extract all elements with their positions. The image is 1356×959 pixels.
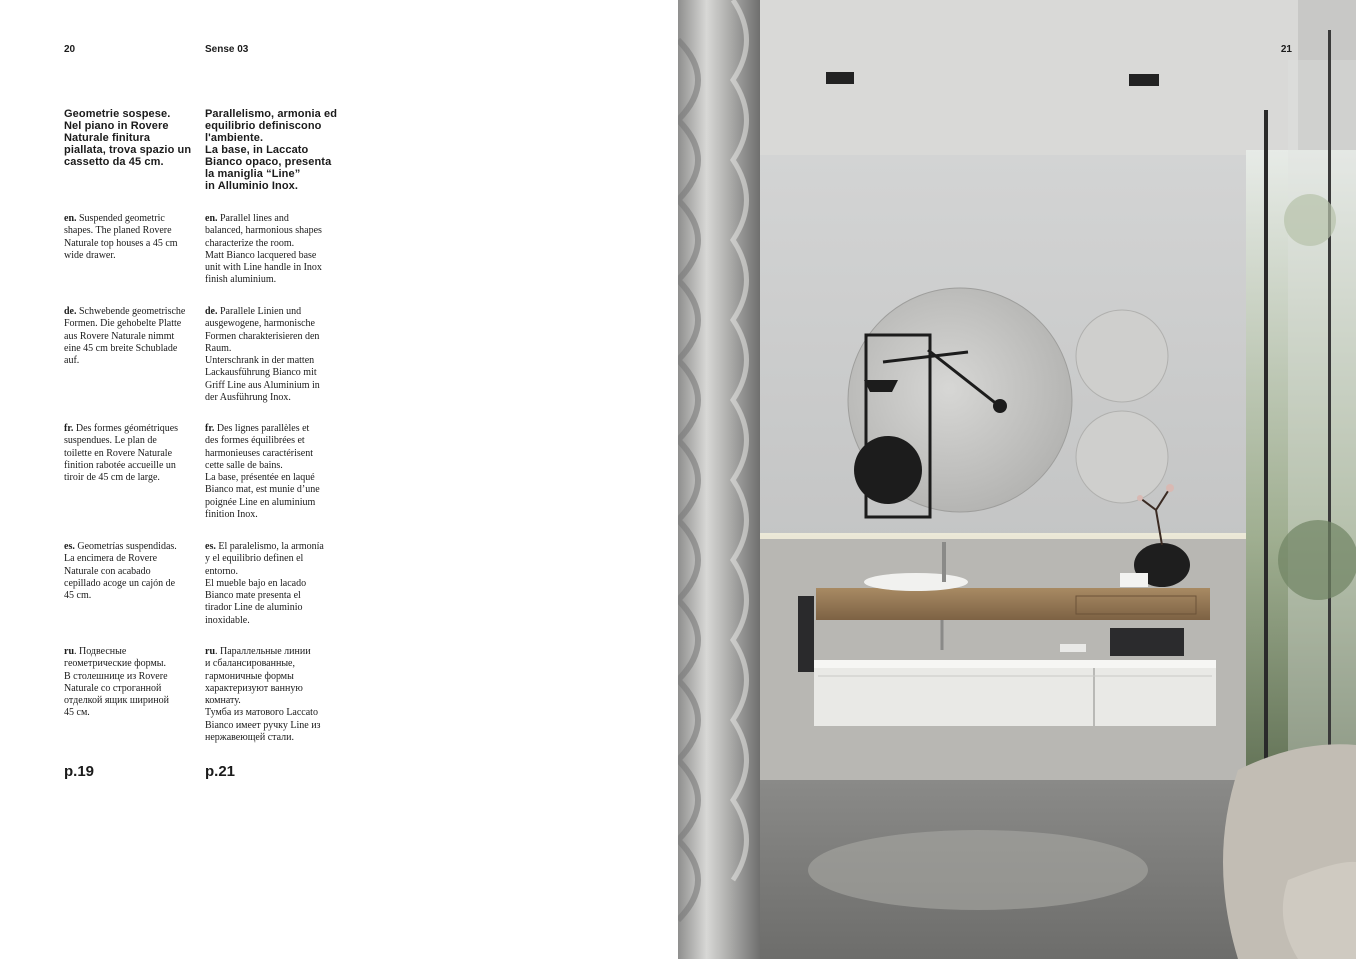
lang-code: ru: [205, 646, 215, 657]
page-number-left: 20: [64, 44, 76, 55]
translation-text: Des lignes parallèles et des formes équilibrées et harmonieuses caractérisent cette salle de bains. La base, présentée en laqué Bianco mat, est munie d’une poignée Line en aluminium finition Inox.: [205, 423, 320, 521]
translation-de-a: [64, 306, 196, 367]
lang-code: es.: [64, 541, 75, 552]
translation-text: Suspended geometric shapes. The planed Rovere Naturale top houses a 45 cm wide drawer.: [64, 213, 178, 261]
translation-text: Schwebende geometrische Formen. Die gehobelte Platte aus Rovere Naturale nimmt eine 45 cm breite Schublade auf.: [64, 306, 186, 367]
right-page: [678, 0, 1356, 959]
translation-ru-b: [205, 646, 339, 744]
translation-text: Geometrías suspendidas. La encimera de Rovere Naturale con acabado cepillado acoge un cajón de 45 cm.: [64, 541, 177, 602]
lang-code: en.: [64, 213, 77, 224]
lang-code: en.: [205, 213, 218, 224]
translation-text: . Подвесные геометрические формы. В столешнице из Rovere Naturale со строганной отделкой ящик шириной 45 см.: [64, 646, 169, 719]
intro-text-a: Geometrie sospese. Nel piano in Rovere Naturale finitura piallata, trova spazio un cassetto da 45 cm.: [64, 108, 192, 168]
translation-en-a: [64, 213, 196, 262]
catalog-title: Sense 03: [205, 44, 249, 55]
intro-text-b: Parallelismo, armonia ed equilibrio definiscono l'ambiente. La base, in Laccato Bianco opaco, presenta la maniglia “Line” in Alluminio Inox.: [205, 108, 338, 192]
translation-de-b: [205, 306, 339, 404]
translation-es-b: [205, 541, 339, 627]
translation-fr-a: [64, 423, 196, 484]
translation-text: Parallel lines and balanced, harmonious shapes characterize the room. Matt Bianco lacquered base unit with Line handle in Inox finish aluminium.: [205, 213, 322, 286]
lang-code: de.: [205, 306, 218, 317]
lang-code: es.: [205, 541, 216, 552]
translation-ru-a: [64, 646, 196, 720]
lang-code: fr.: [205, 423, 215, 434]
translation-text: Des formes géométriques suspendues. Le plan de toilette en Rovere Naturale finition rabotée accueille un tiroir de 45 cm de large.: [64, 423, 179, 484]
lang-code: ru: [64, 646, 74, 657]
page-number-right: 21: [1280, 44, 1292, 55]
page-reference-b[interactable]: p.21: [205, 763, 236, 780]
page-reference-a[interactable]: p.19: [64, 763, 95, 780]
translation-es-a: [64, 541, 196, 602]
bathroom-vanity-photo: [678, 0, 1356, 959]
translation-text: El paralelismo, la armonía y el equilibrio definen el entorno. El mueble bajo en lacado Bianco mate presenta el tirador Line de aluminio inoxidable.: [205, 541, 324, 626]
translation-text: . Параллельные линии и сбалансированные, гармоничные формы характеризуют ванную комнату. Тумба из матового Laccato Bianco имеет ручку Line из нержавеющей стали.: [205, 646, 321, 744]
translation-fr-b: [205, 423, 339, 521]
translation-text: Parallele Linien und ausgewogene, harmonische Formen charakterisieren den Raum. Unterschrank in der matten Lackausführung Bianco mit Griff Line aus Aluminium in der Ausführung Inox.: [205, 306, 320, 404]
translation-en-b: [205, 213, 339, 287]
lang-code: de.: [64, 306, 77, 317]
lang-code: fr.: [64, 423, 74, 434]
